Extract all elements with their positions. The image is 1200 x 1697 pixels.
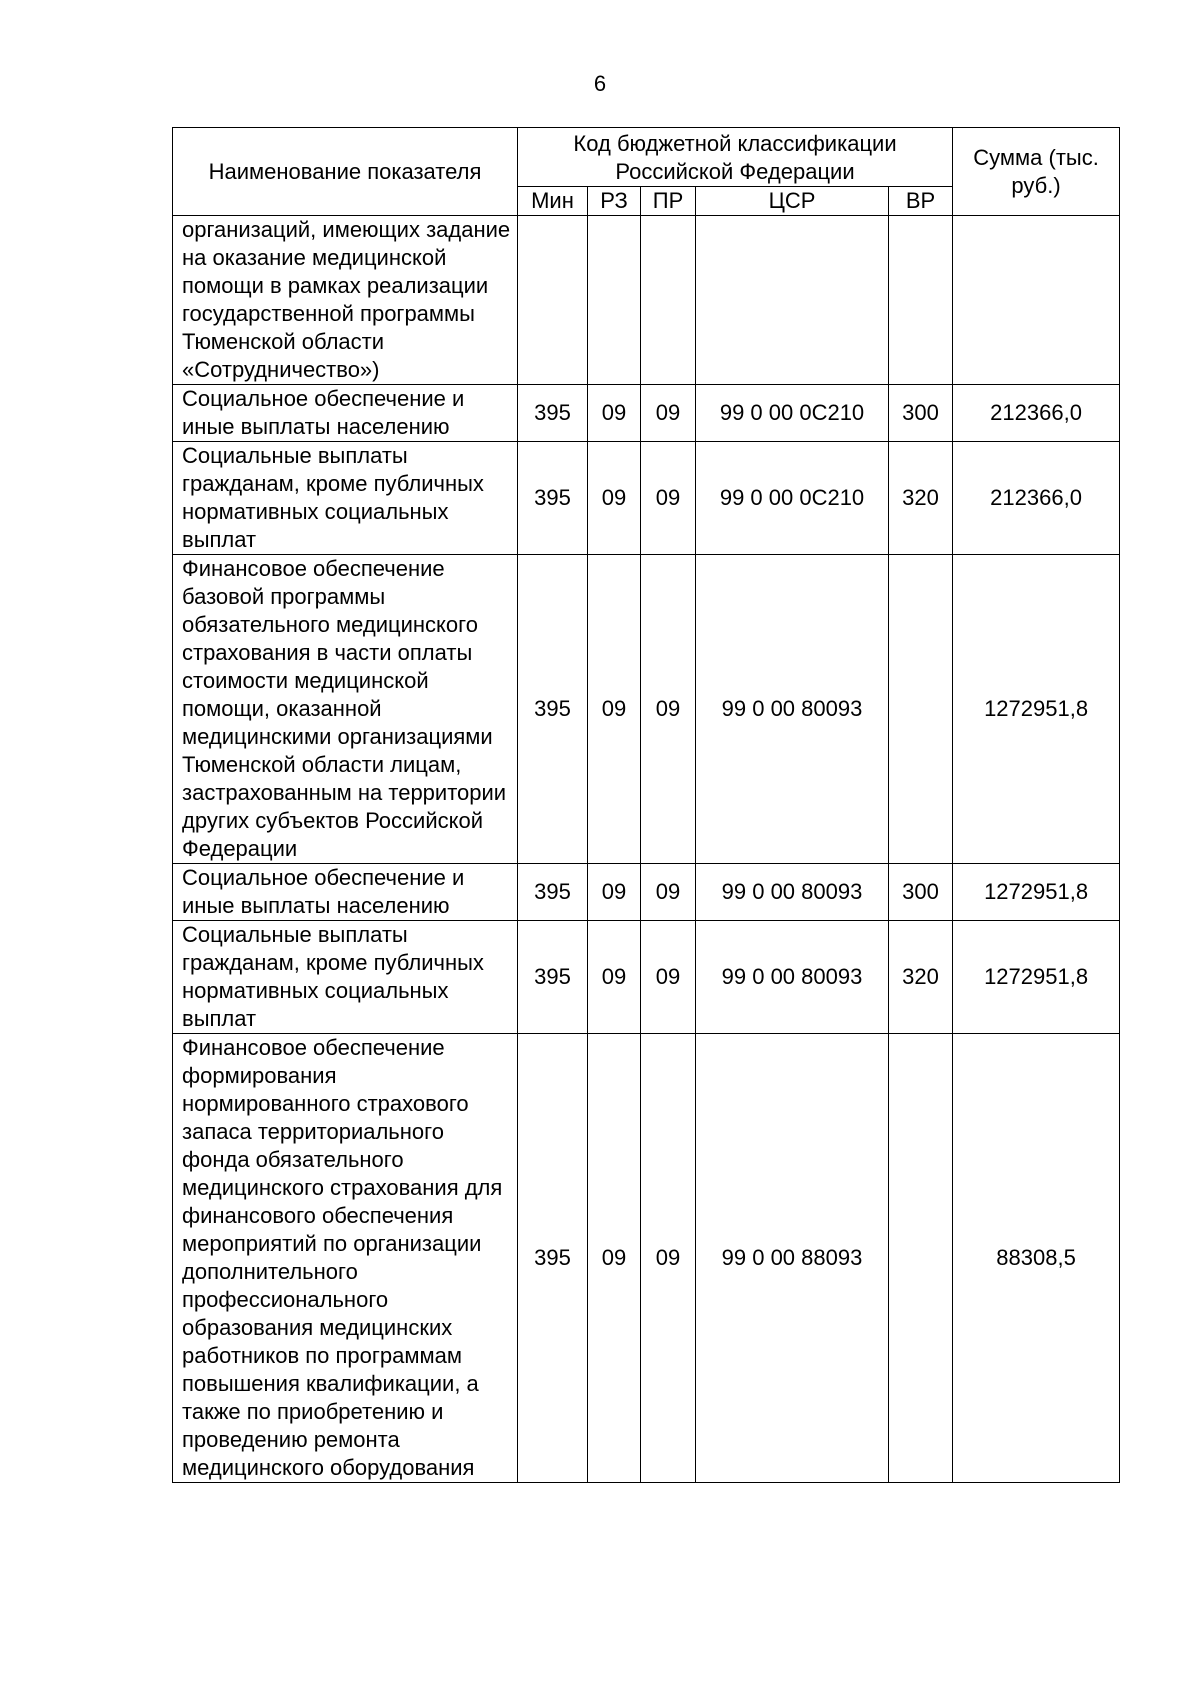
row-min: 395	[518, 864, 588, 921]
row-sum: 1272951,8	[953, 864, 1120, 921]
header-code-group: Код бюджетной классификации Российской Федерации	[518, 128, 953, 187]
page-number: 6	[593, 71, 607, 96]
row-min	[518, 216, 588, 385]
budget-table	[172, 127, 1120, 1483]
row-csr: 99 0 00 88093	[696, 1034, 889, 1483]
row-rz: 09	[588, 864, 641, 921]
row-csr	[696, 216, 889, 385]
row-name: Социальное обеспечение и иные выплаты населению	[173, 385, 518, 442]
table-row	[173, 216, 1120, 385]
row-rz: 09	[588, 921, 641, 1034]
row-pr: 09	[641, 864, 696, 921]
header-min: Мин	[518, 187, 588, 216]
row-sum: 212366,0	[953, 385, 1120, 442]
row-vr	[889, 555, 953, 864]
row-pr: 09	[641, 921, 696, 1034]
row-name: Социальное обеспечение и иные выплаты населению	[173, 864, 518, 921]
row-pr	[641, 216, 696, 385]
row-name: Социальные выплаты гражданам, кроме публичных нормативных социальных выплат	[173, 442, 518, 555]
row-min: 395	[518, 1034, 588, 1483]
row-csr: 99 0 00 80093	[696, 555, 889, 864]
table-row	[173, 442, 1120, 555]
header-csr: ЦСР	[696, 187, 889, 216]
row-rz: 09	[588, 442, 641, 555]
row-vr: 300	[889, 385, 953, 442]
row-pr: 09	[641, 385, 696, 442]
row-rz	[588, 216, 641, 385]
row-csr: 99 0 00 80093	[696, 921, 889, 1034]
row-name: организаций, имеющих задание на оказание медицинской помощи в рамках реализации государственной программы Тюменской области «Сотрудничество»)	[173, 216, 518, 385]
row-name: Социальные выплаты гражданам, кроме публичных нормативных социальных выплат	[173, 921, 518, 1034]
table-row	[173, 555, 1120, 864]
row-sum: 88308,5	[953, 1034, 1120, 1483]
row-vr	[889, 216, 953, 385]
row-pr: 09	[641, 442, 696, 555]
row-vr	[889, 1034, 953, 1483]
row-vr: 320	[889, 921, 953, 1034]
header-pr: ПР	[641, 187, 696, 216]
row-sum: 212366,0	[953, 442, 1120, 555]
header-row-1	[173, 128, 1120, 187]
row-pr: 09	[641, 555, 696, 864]
header-sum: Сумма (тыс. руб.)	[953, 128, 1120, 216]
table-row	[173, 1034, 1120, 1483]
row-pr: 09	[641, 1034, 696, 1483]
row-csr: 99 0 00 80093	[696, 864, 889, 921]
header-rz: РЗ	[588, 187, 641, 216]
row-min: 395	[518, 442, 588, 555]
row-sum: 1272951,8	[953, 921, 1120, 1034]
row-sum	[953, 216, 1120, 385]
table-row	[173, 864, 1120, 921]
row-min: 395	[518, 555, 588, 864]
row-name: Финансовое обеспечение формирования нормированного страхового запаса территориального фонда обязательного медицинского страхования для финансового обеспечения мероприятий по организации дополнительного профессионального образования медицинских работников по программам повышения квалификации, а также по приобретению и проведению ремонта медицинского оборудования	[173, 1034, 518, 1483]
row-rz: 09	[588, 555, 641, 864]
row-name: Финансовое обеспечение базовой программы обязательного медицинского страхования в части оплаты стоимости медицинской помощи, оказанной медицинскими организациями Тюменской области лицам, застрахованным на территории других субъектов Российской Федерации	[173, 555, 518, 864]
row-rz: 09	[588, 1034, 641, 1483]
row-csr: 99 0 00 0С210	[696, 385, 889, 442]
header-vr: ВР	[889, 187, 953, 216]
row-vr: 320	[889, 442, 953, 555]
row-min: 395	[518, 385, 588, 442]
row-rz: 09	[588, 385, 641, 442]
row-vr: 300	[889, 864, 953, 921]
row-csr: 99 0 00 0С210	[696, 442, 889, 555]
table-row	[173, 921, 1120, 1034]
header-name: Наименование показателя	[173, 128, 518, 216]
row-min: 395	[518, 921, 588, 1034]
table-row	[173, 385, 1120, 442]
row-sum: 1272951,8	[953, 555, 1120, 864]
